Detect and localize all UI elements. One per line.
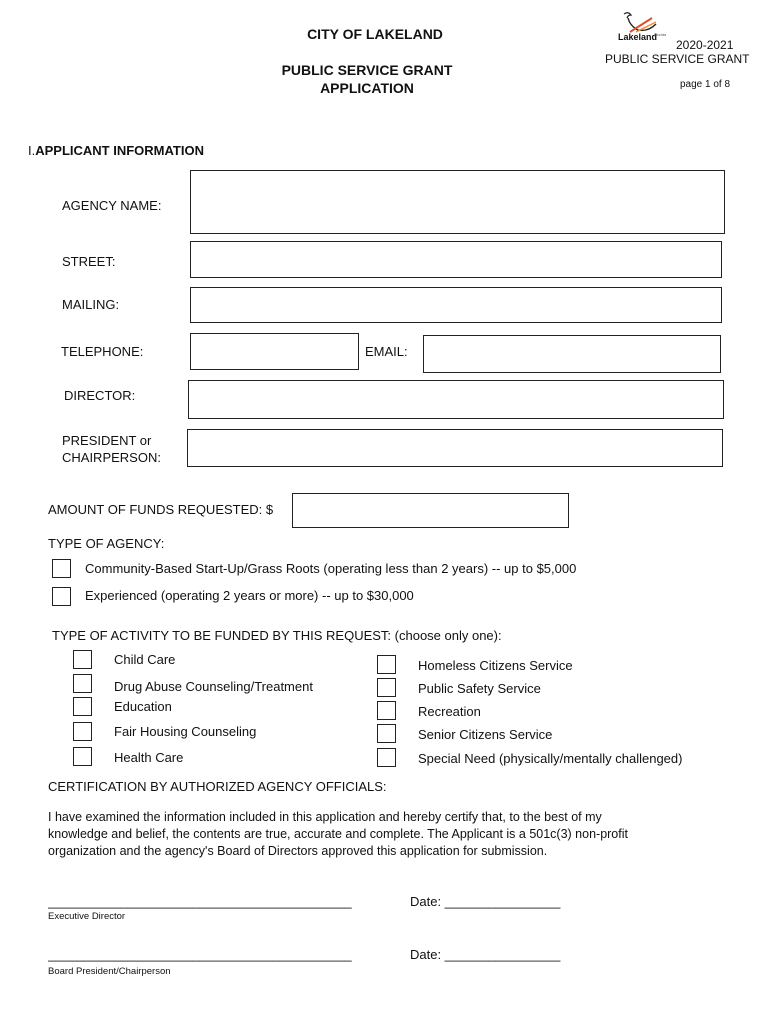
mailing-label: MAILING: (62, 297, 120, 312)
activity-checkbox[interactable] (377, 655, 396, 674)
activity-checkbox[interactable] (377, 678, 396, 697)
agency-type-checkbox[interactable] (52, 559, 71, 578)
logo-wordmark: Lakeland (618, 32, 658, 42)
executive-director-label: Executive Director (48, 911, 126, 922)
activity-option: Public Safety Service (418, 681, 541, 696)
activity-option: Recreation (418, 704, 481, 719)
program-name: PUBLIC SERVICE GRANT (605, 52, 750, 66)
director-label: DIRECTOR: (64, 388, 136, 403)
agency-type-option: Experienced (operating 2 years or more) -- up to $30,000 (85, 588, 414, 603)
activity-checkbox[interactable] (73, 747, 92, 766)
signature-line[interactable]: __________________________________________ (48, 947, 352, 962)
activity-checkbox[interactable] (73, 722, 92, 741)
board-president-label: Board President/Chairperson (48, 966, 171, 977)
activity-option: Senior Citizens Service (418, 727, 553, 742)
activity-checkbox[interactable] (73, 650, 92, 669)
activity-checkbox[interactable] (73, 674, 92, 693)
section-numeral: I. (28, 143, 36, 158)
lakeland-logo (616, 10, 666, 44)
signature-line[interactable]: __________________________________________ (48, 894, 352, 909)
activity-heading: TYPE OF ACTIVITY TO BE FUNDED BY THIS REQUEST: (choose only one): (52, 628, 502, 643)
amount-input[interactable] (292, 493, 569, 528)
agency-type-heading: TYPE OF AGENCY: (48, 536, 165, 551)
agency-type-checkbox[interactable] (52, 587, 71, 606)
president-label-line2: CHAIRPERSON: (62, 450, 161, 465)
president-label-line1: PRESIDENT or (62, 433, 152, 448)
street-input[interactable] (190, 241, 722, 278)
director-input[interactable] (188, 380, 724, 419)
agency-type-option: Community-Based Start-Up/Grass Roots (operating less than 2 years) -- up to $5,000 (85, 561, 577, 576)
page-number: page 1 of 8 (680, 79, 731, 90)
agency-name-label: AGENCY NAME: (62, 198, 162, 213)
amount-label: AMOUNT OF FUNDS REQUESTED: $ (48, 502, 274, 517)
activity-option: Special Need (physically/mentally challenged) (418, 751, 683, 766)
activity-checkbox[interactable] (377, 701, 396, 720)
certification-text: I have examined the information included in this application and hereby certify that, to the best of my knowledge and belief, the contents are true, accurate and complete. The Applicant is a 501c(3) non-profit organization and the agency's Board of Directors approved this application for submission. (48, 810, 628, 858)
certification-heading: CERTIFICATION BY AUTHORIZED AGENCY OFFICIALS: (48, 779, 387, 794)
activity-option: Child Care (114, 652, 176, 667)
activity-option: Homeless Citizens Service (418, 658, 573, 673)
date-field[interactable]: Date: ________________ (410, 894, 561, 909)
section-heading (28, 143, 204, 158)
activity-checkbox[interactable] (377, 748, 396, 767)
activity-checkbox[interactable] (73, 697, 92, 716)
activity-option: Drug Abuse Counseling/Treatment (114, 679, 313, 694)
activity-checkbox[interactable] (377, 724, 396, 743)
street-label: STREET: (62, 254, 116, 269)
telephone-label: TELEPHONE: (61, 344, 144, 359)
president-input[interactable] (187, 429, 723, 467)
activity-option: Fair Housing Counseling (114, 724, 257, 739)
activity-option: Health Care (114, 750, 184, 765)
section-title: APPLICANT INFORMATION (35, 143, 204, 158)
date-field[interactable]: Date: ________________ (410, 947, 561, 962)
telephone-input[interactable] (190, 333, 359, 370)
logo-tagline: Florida (654, 32, 667, 37)
mailing-input[interactable] (190, 287, 722, 323)
email-label: EMAIL: (365, 344, 408, 359)
form-title-line1: PUBLIC SERVICE GRANT (281, 62, 453, 78)
form-title-line2: APPLICATION (320, 80, 414, 96)
email-input[interactable] (423, 335, 721, 373)
agency-name-input[interactable] (190, 170, 725, 234)
activity-option: Education (114, 699, 172, 714)
program-year: 2020-2021 (676, 38, 734, 52)
city-title: CITY OF LAKELAND (307, 26, 443, 42)
